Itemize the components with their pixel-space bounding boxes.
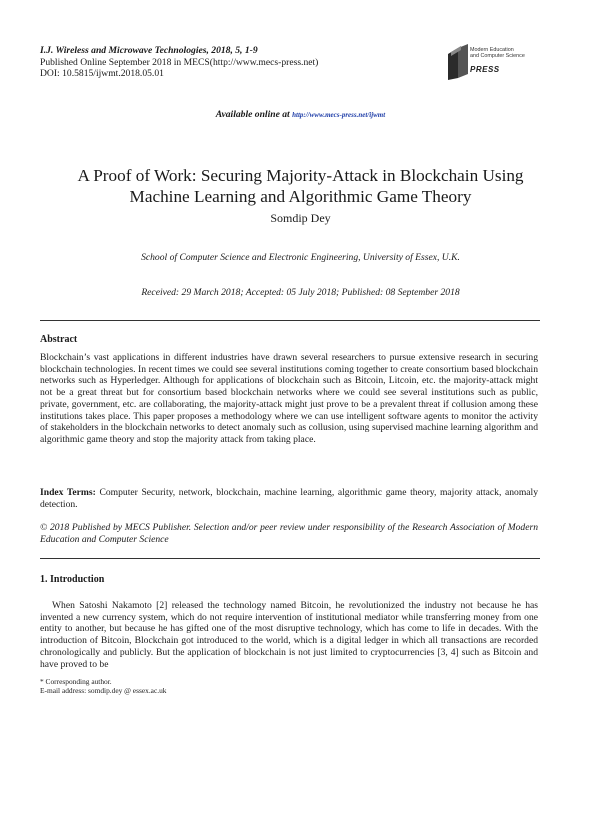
journal-citation: I.J. Wireless and Microwave Technologies, 2018, 5, 1-9 xyxy=(40,45,258,56)
mecs-press-logo xyxy=(446,40,564,88)
index-terms-label: Index Terms: xyxy=(40,487,96,498)
copyright-notice: © 2018 Published by MECS Publisher. Selection and/or peer review under responsibility of the Research Association of Modern Education and Computer Science xyxy=(40,522,538,545)
available-label: Available online at xyxy=(215,109,290,120)
index-terms-text: Computer Security, network, blockchain, machine learning, algorithmic game theory, majority attack, anomaly detection. xyxy=(40,487,539,510)
published-online: Published Online September 2018 in MECS(http://www.mecs-press.net) xyxy=(40,56,319,68)
logo-press: PRESS xyxy=(470,65,500,74)
paper-title: A Proof of Work: Securing Majority-Attack in Blockchain Using Machine Learning and Algorithmic Game Theory xyxy=(77,166,524,206)
logo-line-2: and Computer Science xyxy=(470,52,525,59)
logo-line-1: Modern Education xyxy=(470,47,514,53)
introduction-text: When Satoshi Nakamoto [2] released the technology named Bitcoin, he revolutionized the industry not because he has invented a new currency system, which do not require intervention of institutional mediator while transferring money from one entity to another, but because he has gifted one of the most disruptive technology, which has come to life in decades. With the introduction of Bitcoin, Blockchain got introduced to the world, which is a digital ledger in which all transactions are recorded chronologically and publicly. But the application of blockchain is not just limited to cryptocurrencies [3, 4] such as Bitcoin and have proved to be xyxy=(40,600,538,670)
corresponding-author-note: * Corresponding author. xyxy=(40,677,112,686)
abstract-heading: Abstract xyxy=(40,334,78,345)
footnotes xyxy=(40,677,166,695)
doi: DOI: 10.5815/ijwmt.2018.05.01 xyxy=(40,68,164,80)
divider xyxy=(40,320,540,321)
journal-link[interactable]: http://www.mecs-press.net/ijwmt xyxy=(292,111,386,119)
affiliation: School of Computer Science and Electronic Engineering, University of Essex, U.K. xyxy=(141,252,460,263)
logo-text xyxy=(470,48,525,60)
email-address: E-mail address: somdip.dey @ essex.ac.uk xyxy=(40,686,167,695)
introduction-heading: 1. Introduction xyxy=(40,574,105,585)
dates: Received: 29 March 2018; Accepted: 05 July 2018; Published: 08 September 2018 xyxy=(141,287,460,298)
available-online xyxy=(0,109,601,120)
book-stack-icon xyxy=(446,42,470,82)
index-terms xyxy=(40,487,538,510)
abstract-text: Blockchain’s vast applications in different industries have drawn several researchers to pursue extensive research in securing blockchain technologies. In recent times we could see several institutions coming together to create consortium based blockchain networks such as Hyperledger. Although for applications of blockchain such as Bitcoin, Litcoin, etc. the majority-attack might not be a great threat but for consortium based blockchain networks where we could see several institutions such as public, private, government, etc. are collaborating, the majority-attack might just prove to be a prevalent threat if collusion among these institutions takes place. This paper proposes a methodology where we can use intelligent software agents to monitor the activity of stakeholders in the blockchain networks to detect anomaly such as collusion, using supervised machine learning algorithm and algorithmic game theory and stop the majority attack from taking place. xyxy=(40,352,538,445)
journal-header xyxy=(40,45,318,80)
author: Somdip Dey xyxy=(270,211,331,225)
divider xyxy=(40,558,540,559)
